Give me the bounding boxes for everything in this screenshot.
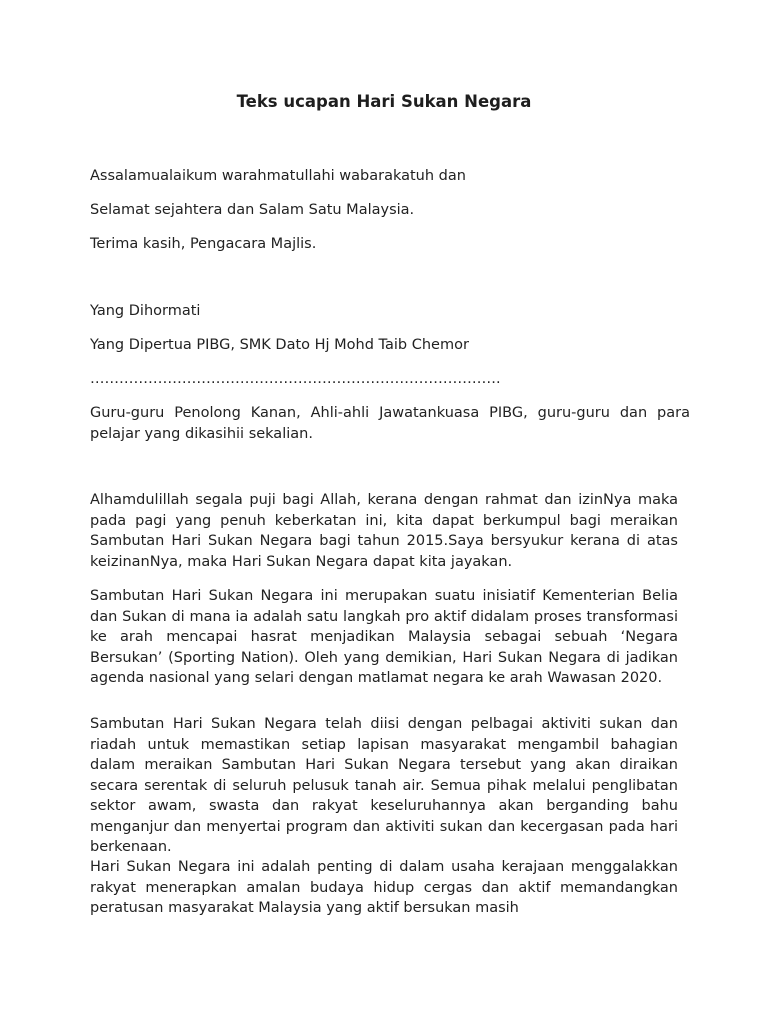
greeting-line: Assalamualaikum warahmatullahi wabarakatuh dan	[90, 168, 466, 184]
document-title: Teks ucapan Hari Sukan Negara	[236, 92, 532, 111]
salutation-line: Yang Dipertua PIBG, SMK Dato Hj Mohd Taib Chemor	[90, 337, 469, 353]
salutation-line: Yang Dihormati	[90, 303, 201, 319]
body-paragraph: Alhamdulillah segala puji bagi Allah, kerana dengan rahmat dan izinNya maka pada pagi yang penuh keberkatan ini, kita dapat berkumpul bagi meraikan Sambutan Hari Sukan Negara bagi tahun 2015.Saya bersyukur kerana di atas keizinanNya, maka Hari Sukan Negara dapat kita jayakan.	[90, 492, 678, 570]
body-paragraph: Sambutan Hari Sukan Negara telah diisi dengan pelbagai aktiviti sukan dan riadah untuk memastikan setiap lapisan masyarakat mengambil bahagian dalam meraikan Sambutan Hari Sukan Negara tersebut yang akan diraikan secara serentak di seluruh pelusuk tanah air. Semua pihak melalui penglibatan sektor awam, swasta dan rakyat keseluruhannya akan berganding bahu menganjur dan menyertai program dan aktiviti sukan dan kecergasan pada hari berkenaan.	[90, 716, 678, 855]
body-paragraph: Sambutan Hari Sukan Negara ini merupakan suatu inisiatif Kementerian Belia dan Sukan di mana ia adalah satu langkah pro aktif didalam proses transformasi ke arah mencapai hasrat menjadikan Malaysia sebagai sebuah ‘Negara Bersukan’ (Sporting Nation). Oleh yang demikian, Hari Sukan Negara di jadikan agenda nasional yang selari dengan matlamat negara ke arah Wawasan 2020.	[90, 588, 678, 686]
salutation-paragraph: Guru-guru Penolong Kanan, Ahli-ahli Jawatankuasa PIBG, guru-guru dan para pelajar yang dikasihii sekalian.	[90, 405, 690, 442]
salutation-dots: ………………………………………………………………………….	[90, 371, 501, 387]
body-paragraph: Hari Sukan Negara ini adalah penting di dalam usaha kerajaan menggalakkan rakyat menerapkan amalan budaya hidup cergas dan aktif memandangkan peratusan masyarakat Malaysia yang aktif bersukan masih	[90, 859, 678, 916]
greeting-line: Terima kasih, Pengacara Majlis.	[90, 236, 317, 252]
greeting-line: Selamat sejahtera dan Salam Satu Malaysia.	[90, 202, 415, 218]
